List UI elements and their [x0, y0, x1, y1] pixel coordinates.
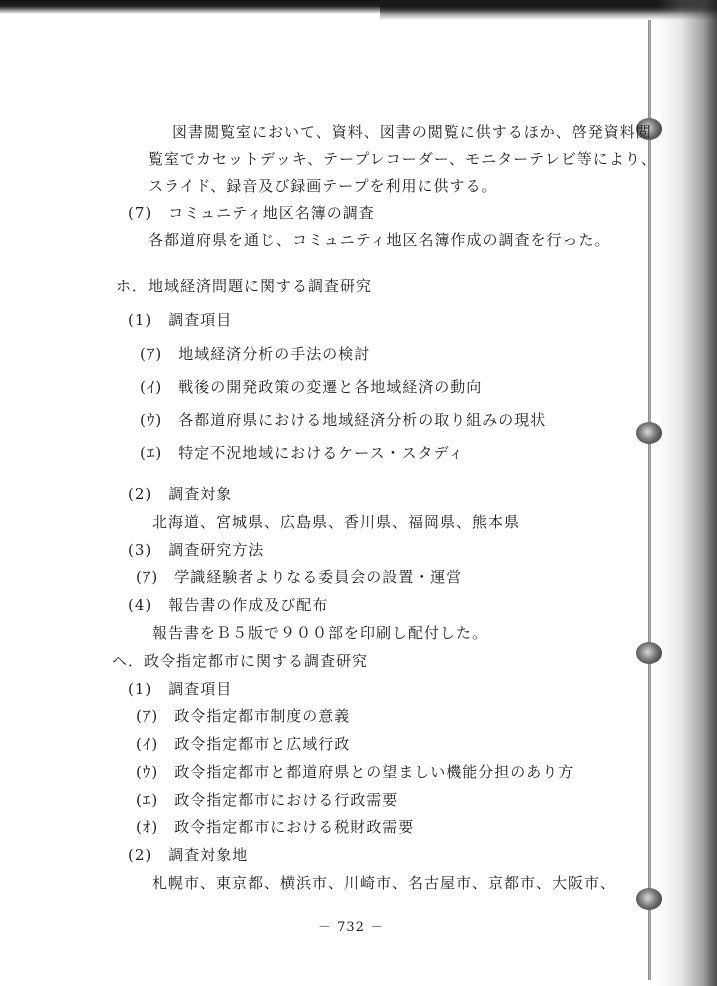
body-text-line: 札幌市、東京都、横浜市、川崎市、名古屋市、京都市、大阪市、	[152, 874, 617, 892]
page-number: － 732 －	[318, 920, 385, 935]
section-heading: ホ．地域経済問題に関する調査研究	[116, 277, 373, 295]
item-heading: (3) 調査研究方法	[128, 541, 265, 559]
binding-ring-icon	[636, 888, 662, 910]
binding-ring-icon	[636, 642, 662, 664]
sub-item: (ｲ) 戦後の開発政策の変遷と各地域経済の動向	[140, 378, 483, 396]
body-text-line: 北海道、宮城県、広島県、香川県、福岡県、熊本県	[152, 513, 521, 531]
sub-item: (ｴ) 政令指定都市における行政需要	[136, 791, 399, 809]
sub-item: (ｳ) 各都道府県における地域経済分析の取り組みの現状	[140, 411, 547, 429]
sub-item: (ｱ) 政令指定都市制度の意義	[136, 707, 351, 725]
item-heading: (1) 調査項目	[128, 311, 233, 329]
sub-item: (ｴ) 特定不況地域におけるケース・スタディ	[140, 444, 465, 462]
item-heading: (1) 調査項目	[128, 680, 233, 698]
section-heading: ヘ．政令指定都市に関する調査研究	[112, 652, 369, 670]
item-heading: (2) 調査対象地	[128, 846, 249, 864]
body-text-line: スライド、録音及び録画テープを利用に供する。	[148, 177, 498, 195]
body-text-line: 図書閲覧室において、資料、図書の閲覧に供するほか、啓発資料閲	[172, 123, 652, 141]
sub-item: (ｱ) 地域経済分析の手法の検討	[140, 345, 371, 363]
sub-item: (ｵ) 政令指定都市における税財政需要	[136, 818, 415, 836]
body-text-line: 各都道府県を通じ、コミュニティ地区名簿作成の調査を行った。	[148, 231, 611, 249]
item-heading: (2) 調査対象	[128, 485, 233, 503]
binding-ring-icon	[636, 422, 662, 444]
sub-item: (ｱ) 学識経験者よりなる委員会の設置・運営	[136, 568, 463, 586]
sub-item: (ｲ) 政令指定都市と広域行政	[136, 735, 351, 753]
body-text-line: 報告書をＢ５版で９００部を印刷し配付した。	[152, 624, 489, 642]
item-heading: (4) 報告書の作成及び配布	[128, 596, 329, 614]
body-text-line: 覧室でカセットデッキ、テープレコーダー、モニターテレビ等により、	[148, 150, 657, 168]
binding-edge-shadow	[657, 0, 717, 986]
sub-item: (ｳ) 政令指定都市と都道府県との望ましい機能分担のあり方	[136, 763, 575, 781]
item-heading: (7) コミュニティ地区名簿の調査	[128, 204, 375, 222]
